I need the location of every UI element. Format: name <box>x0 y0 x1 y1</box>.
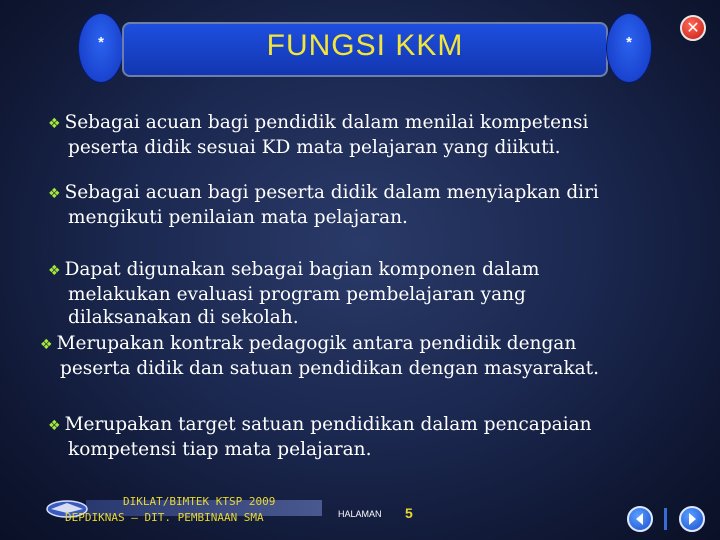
diamond-bullet-icon: ❖ <box>40 337 53 353</box>
bullet-item-4 <box>40 332 599 380</box>
title-right-ornament <box>606 13 652 83</box>
bullet-line: peserta didik sesuai KD mata pelajaran yang diikuti. <box>68 137 561 158</box>
diamond-bullet-icon: ❖ <box>48 418 61 434</box>
title-left-ornament <box>78 13 124 83</box>
close-icon[interactable]: ✕ <box>680 15 706 41</box>
bullet-line: dilaksanakan di sekolah. <box>68 307 299 328</box>
halaman-label: HALAMAN <box>338 509 382 519</box>
bullet-item-3 <box>48 258 539 329</box>
bullet-line: ❖ Dapat digunakan sebagai bagian komponen dalam <box>48 259 540 280</box>
title-right-asterisk: * <box>626 34 632 51</box>
prev-arrow-icon[interactable] <box>627 506 653 532</box>
bullet-line: melakukan evaluasi program pembelajaran yang <box>68 284 526 305</box>
title-bar <box>122 22 608 77</box>
bullet-item-2 <box>48 181 599 229</box>
bullet-line: ❖ Sebagai acuan bagi pendidik dalam menilai kompetensi <box>48 112 589 133</box>
diamond-bullet-icon: ❖ <box>48 186 61 202</box>
title-left-asterisk: * <box>98 34 104 51</box>
page-number: 5 <box>405 505 413 521</box>
nav-separator <box>664 508 667 530</box>
bullet-item-5 <box>48 413 592 461</box>
page-title: FUNGSI KKM <box>266 29 464 62</box>
bullet-line: mengikuti penilaian mata pelajaran. <box>68 207 408 228</box>
bullet-line: kompetensi tiap mata pelajaran. <box>68 439 372 460</box>
bullet-line: peserta didik dan satuan pendidikan dengan masyarakat. <box>60 358 600 379</box>
bullet-line: ❖ Merupakan kontrak pedagogik antara pendidik dengan <box>40 333 577 354</box>
bullet-line: ❖ Sebagai acuan bagi peserta didik dalam menyiapkan diri <box>48 182 599 203</box>
diamond-bullet-icon: ❖ <box>48 116 61 132</box>
diamond-bullet-icon: ❖ <box>48 263 61 279</box>
footer-institution-label: DEPDIKNAS – DIT. PEMBINAAN SMA <box>65 511 264 524</box>
bullet-item-1 <box>48 111 588 159</box>
bullet-line: ❖ Merupakan target satuan pendidikan dalam pencapaian <box>48 414 592 435</box>
footer-event-label: DIKLAT/BIMTEK KTSP 2009 <box>123 495 276 508</box>
next-arrow-icon[interactable] <box>679 506 705 532</box>
